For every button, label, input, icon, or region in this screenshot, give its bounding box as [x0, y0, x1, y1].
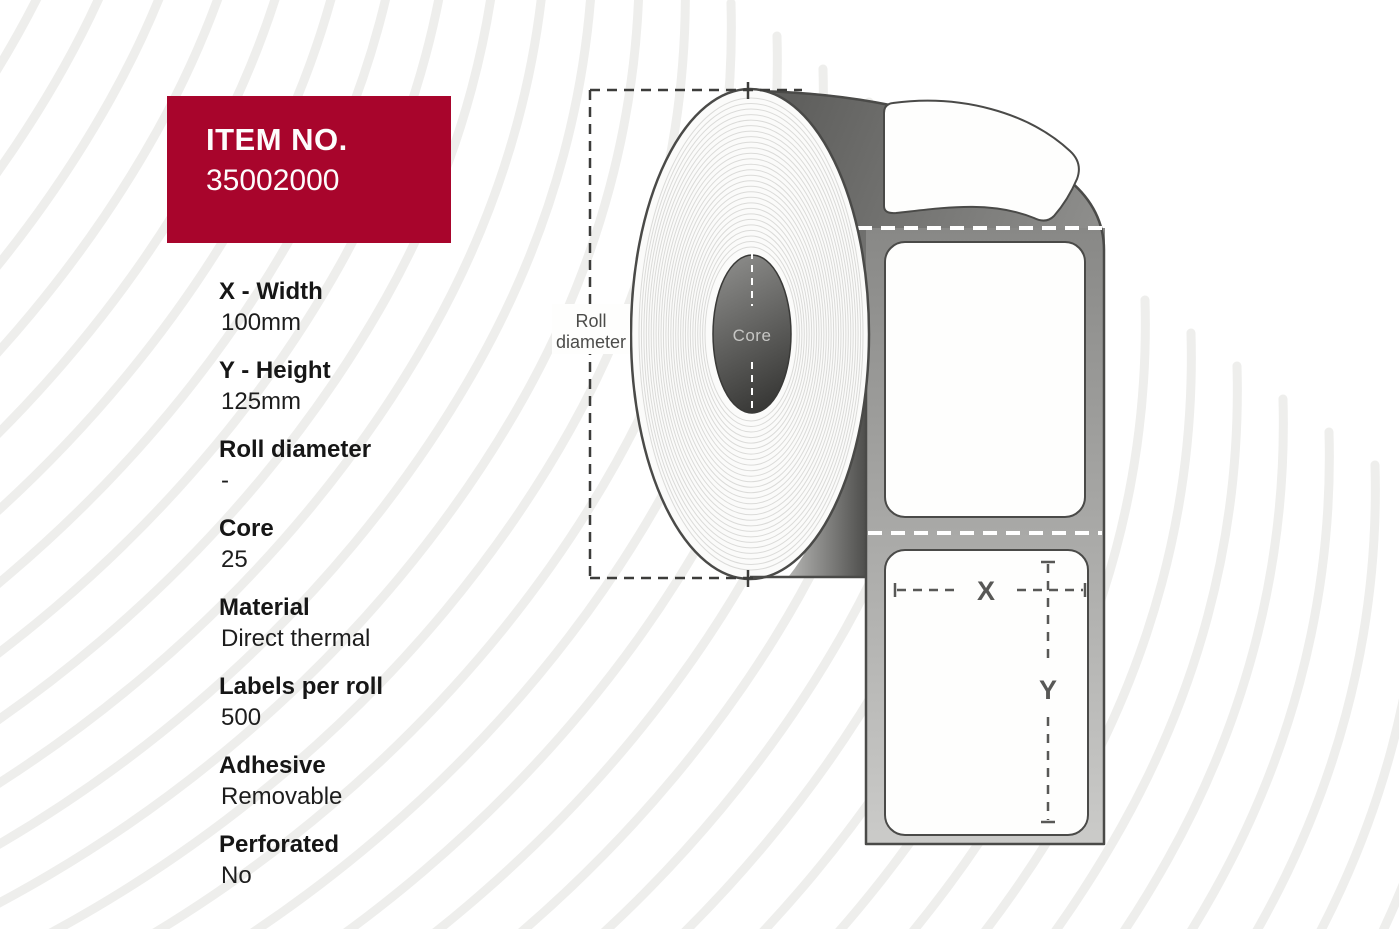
spec-label: Adhesive — [219, 752, 326, 779]
spec-value: 100mm — [221, 309, 302, 336]
spec-list — [219, 276, 383, 908]
spec-value: Removable — [221, 783, 343, 810]
spec-value: 500 — [221, 704, 262, 731]
spec-value: No — [221, 862, 252, 889]
roll — [631, 89, 869, 579]
spec-label: Material — [219, 594, 310, 621]
y-dimension-label: Y — [1038, 675, 1058, 705]
spec-value: - — [221, 467, 229, 494]
spec-row-adhesive — [219, 750, 383, 812]
spec-label: Roll diameter — [219, 436, 372, 463]
spec-value: 25 — [221, 546, 248, 573]
spec-value: Direct thermal — [221, 625, 371, 652]
spec-label: Y - Height — [219, 357, 331, 384]
spec-label: Perforated — [219, 831, 340, 858]
spec-label: Core — [219, 515, 274, 542]
item-label: ITEM NO. — [206, 122, 348, 157]
spec-row-labels-per-roll — [219, 671, 383, 733]
spec-row-material — [219, 592, 383, 654]
label-on-curve — [884, 101, 1079, 221]
spec-row-y-height — [219, 355, 383, 417]
spec-label: Labels per roll — [219, 673, 384, 700]
item-number: 35002000 — [206, 164, 340, 197]
roll-diameter-label-line1: Roll — [575, 311, 607, 331]
label-middle — [885, 242, 1085, 517]
spec-value: 125mm — [221, 388, 302, 415]
spec-label: X - Width — [219, 278, 323, 305]
x-dimension-label: X — [976, 576, 996, 606]
core-label: Core — [732, 326, 772, 345]
spec-row-perforated — [219, 829, 383, 891]
item-badge — [167, 96, 451, 243]
roll-diameter-label-line2: diameter — [555, 332, 627, 352]
spec-row-x-width — [219, 276, 383, 338]
spec-row-core — [219, 513, 383, 575]
spec-row-roll-diameter — [219, 434, 383, 496]
